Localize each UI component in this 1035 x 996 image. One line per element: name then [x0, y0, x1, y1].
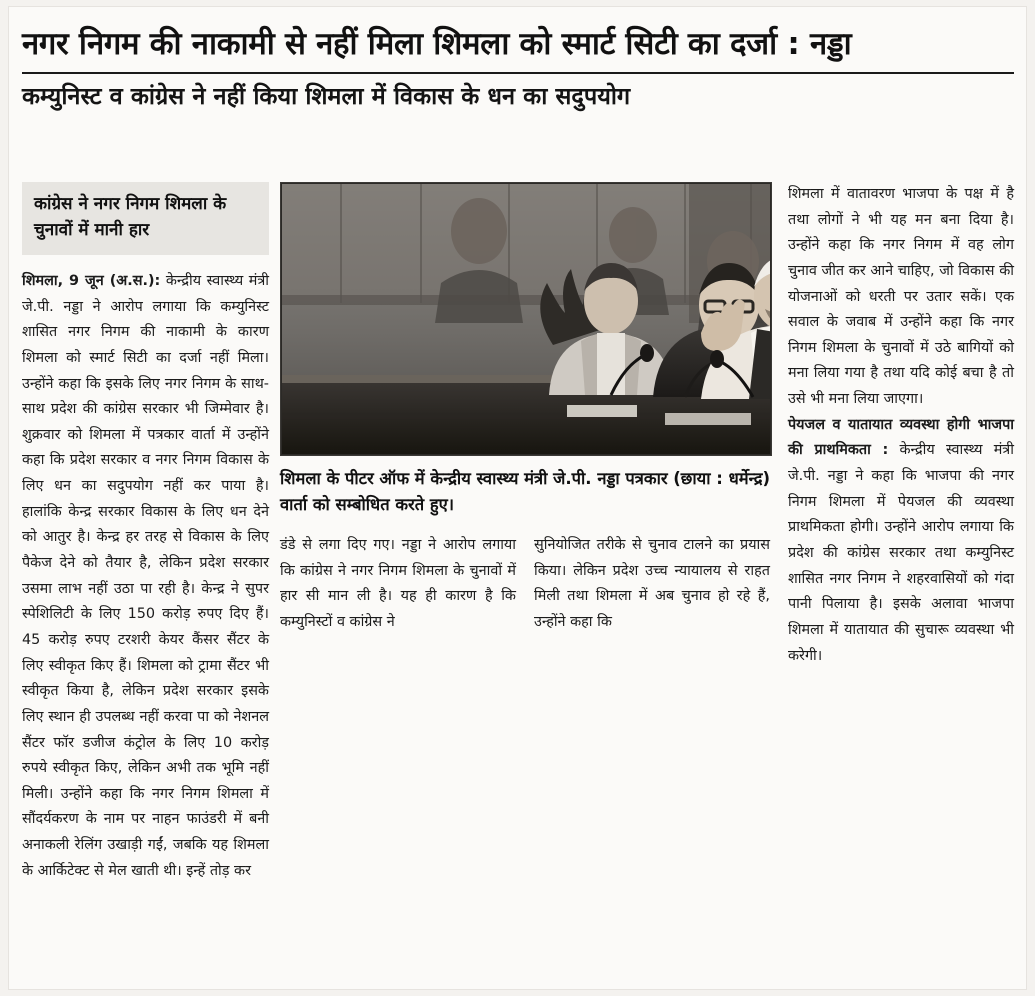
- photo-credit: (छाया : धर्मेन्द्र): [673, 469, 770, 488]
- photo-caption: [280, 466, 770, 517]
- page-title: नगर निगम की नाकामी से नहीं मिला शिमला को स्मार्ट सिटी का दर्जा : नड्डा: [22, 26, 852, 62]
- right-paragraph-1: शिमला में वातावरण भाजपा के पक्ष में है तथा लोगों ने भी यह मन बना दिया है। उन्होंने कहा कि नगर निगम में वह लोग चुनाव जीत कर आने चाहिए, जो विकास की योजनाओं को धरती पर उतार सकें। एक सवाल के जवाब में उन्होंने कहा कि नगर निगम शिमला के चुनावों में उठे बागियों को मना लिया गया है तथा यदि कोई बचा है तो उसे भी मना लिया जाएगा।: [788, 186, 1014, 408]
- headline-divider: [22, 72, 1014, 74]
- right-paragraph-2: [788, 413, 1014, 669]
- article-columns: [22, 182, 1014, 982]
- dateline: शिमला, 9 जून (अ.स.):: [22, 273, 161, 289]
- center-column-2: सुनियोजित तरीके से चुनाव टालने का प्रयास किया। लेकिन प्रदेश उच्च न्यायालय से राहत मिली तथा शिमला में अब चुनाव हो रहे हैं, उन्होंने कहा कि: [534, 537, 770, 631]
- center-column-1: डंडे से लगा दिए गए। नड्डा ने आरोप लगाया कि कांग्रेस ने नगर निगम शिमला के चुनावों में हार सी मान ली है। यह ही कारण है कि कम्युनिस्टों व कांग्रेस ने: [280, 537, 516, 631]
- right-column: [788, 182, 1014, 669]
- photo-graphic: [281, 183, 771, 455]
- left-body-paragraph: केन्द्रीय स्वास्थ्य मंत्री जे.पी. नड्डा ने आरोप लगाया कि कम्युनिस्ट शासित नगर निगम की नाकामी के कारण शिमला को स्मार्ट सिटी का दर्जा नहीं मिला। उन्होंने कहा कि इसके लिए नगर निगम के साथ-साथ प्रदेश की कांग्रेस सरकार भी जिम्मेवार है। शुक्रवार को शिमला में पत्रकार वार्ता में उन्होंने कहा कि प्रदेश सरकार व नगर निगम विकास के लिए धन का सदुपयोग नहीं कर पाया है। हालांकि केन्द्र सरकार विकास के लिए धन देने को आतुर है। केन्द्र हर तरह से विकास के लिए पैकेज देने को तैयार है, लेकिन प्रदेश सरकार उसमा लाभ नहीं उठा पा रही है। केन्द्र ने सुपर स्पेशिलिटी के लिए 150 करोड़ रुपए दिए हैं। 45 करोड़ रुपए टरशरी केयर कैंसर सैंटर के लिए स्वीकृत किए हैं। शिमला को ट्रामा सैंटर भी स्वीकृत किया है, लेकिन प्रदेश सरकार इसके लिए स्थान ही उपलब्ध नहीं करवा पा को नेशनल सैंटर फॉर डजीज कंट्रोल के लिए 10 करोड़ रुपये स्वीकृत किए, लेकिन अभी तक भूमि नहीं मिली। उन्होंने कहा कि नगर निगम शिमला में सौंदर्यकरण के नाम पर नाहन फाउंडरी में बनी अनाकली रेलिंग उखाड़ी गईं, जबकि यह शिमला के आर्किटेक्ट से मेल खाती थी। इन्हें तोड़ कर: [22, 273, 269, 879]
- photo-caption-text: शिमला के पीटर ऑफ में केन्द्रीय स्वास्थ्य मंत्री जे.पी. नड्डा पत्रकार वार्ता को सम्बोधित करते हुए।: [280, 469, 668, 514]
- kicker-box: कांग्रेस ने नगर निगम शिमला के चुनावों में मानी हार: [22, 182, 269, 255]
- right-subheading: पेयजल व यातायात व्यवस्था होगी भाजपा की प्राथमिकता :: [788, 416, 1014, 459]
- headline-block: [22, 26, 1014, 110]
- left-body-text: [22, 269, 269, 884]
- center-column: [280, 182, 770, 636]
- center-sub-columns: [280, 533, 770, 636]
- press-conference-photo: [280, 182, 772, 456]
- headline-subtitle: कम्युनिस्ट व कांग्रेस ने नहीं किया शिमला में विकास के धन का सदुपयोग: [22, 81, 631, 110]
- right-paragraph-2-text: केन्द्रीय स्वास्थ्य मंत्री जे.पी. नड्डा ने कहा कि भाजपा की नगर निगम शिमला में पेयजल की व्यवस्था प्राथमिकता होगी। उन्होंने आरोप लगाया कि प्रदेश की कांग्रेस सरकार तथा कम्युनिस्ट शासित नगर निगम ने शहरवासियों को गंदा पानी पिलाया है। इसके अलावा भाजपा शिमला में यातायात की सुचारू व्यवस्था भी करेगी।: [788, 442, 1014, 664]
- paper-sheet: [8, 6, 1027, 990]
- left-column: [22, 182, 269, 884]
